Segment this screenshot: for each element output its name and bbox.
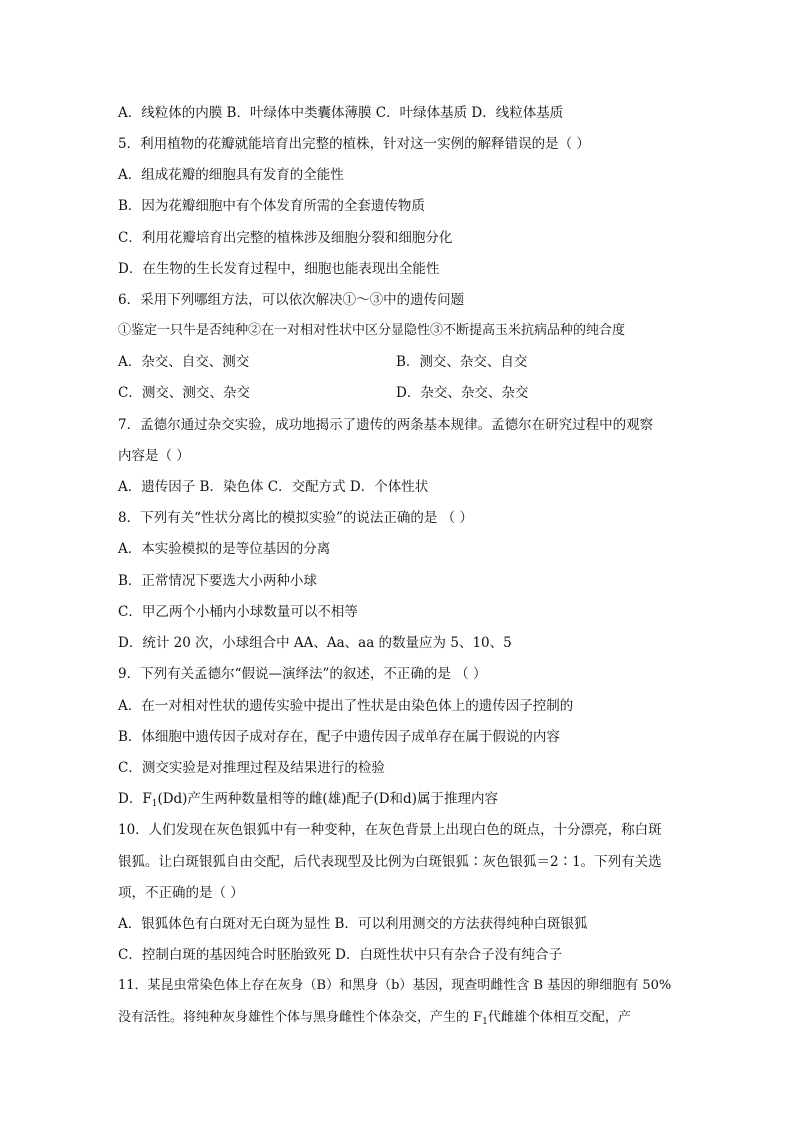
q8-option-d: D．统计 20 次，小球组合中 AA、Aa、aa 的数量应为 5、10、5 (118, 635, 512, 651)
q10-options-ab: A．银狐体色有白斑对无白斑为显性 B．可以利用测交的方法获得纯种白斑银狐 (118, 916, 588, 932)
q10-stem-line1: 10．人们发现在灰色银狐中有一种变种，在灰色背景上出现白色的斑点，十分漂亮，称白斑 (118, 822, 662, 838)
q8-option-b: B．正常情况下要选大小两种小球 (118, 573, 317, 589)
q5-option-a: A．组成花瓣的细胞具有发育的全能性 (118, 167, 344, 183)
q9-option-b: B．体细胞中遗传因子成对存在，配子中遗传因子成单存在属于假说的内容 (118, 729, 560, 745)
q6-items: ①鉴定一只牛是否纯种②在一对相对性状中区分显隐性③不断提高玉米抗病品种的纯合度 (118, 323, 626, 338)
q6-option-b: B．测交、杂交、自交 (396, 354, 528, 370)
q6-option-d: D．杂交、杂交、杂交 (396, 385, 529, 401)
q5-option-c: C．利用花瓣培育出完整的植株涉及细胞分裂和细胞分化 (118, 230, 453, 246)
q9-option-d (118, 790, 498, 813)
q10-options-cd: C．控制白斑的基因纯合时胚胎致死 D．白斑性状中只有杂合子没有纯合子 (118, 947, 562, 963)
q9-option-d-post: (Dd)产生两种数量相等的雌(雄)配子(D和d)属于推理内容 (157, 791, 498, 807)
q4-options: A．线粒体的内膜 B．叶绿体中类囊体薄膜 C．叶绿体基质 D．线粒体基质 (118, 105, 564, 121)
q8-option-a: A．本实验模拟的是等位基因的分离 (118, 541, 331, 557)
q6-stem: 6．采用下列哪组方法，可以依次解决①～③中的遗传问题 (118, 292, 465, 308)
q11-stem-line1: 11．某昆虫常染色体上存在灰身（B）和黑身（b）基因，现查明雌性含 B 基因的卵细胞有 50% (118, 978, 672, 993)
q7-options: A．遗传因子 B．染色体 C．交配方式 D．个体性状 (118, 479, 429, 495)
q9-option-c: C．测交实验是对推理过程及结果进行的检验 (118, 760, 385, 776)
q11-stem-line2-subscript: 1 (482, 1017, 488, 1027)
q5-stem: 5．利用植物的花瓣就能培育出完整的植株，针对这一实例的解释错误的是（ ） (118, 136, 590, 152)
q7-stem-line2: 内容是（ ） (118, 448, 190, 464)
q6-option-c: C．测交、测交、杂交 (118, 385, 250, 401)
q9-stem: 9．下列有关孟德尔“假说—演绎法”的叙述，不正确的是 （ ） (118, 666, 487, 682)
q11-stem-line2-pre: 没有活性。将纯种灰身雄性个体与黑身雌性个体杂交，产生的 F (118, 1010, 483, 1025)
q10-stem-line2: 银狐。让白斑银狐自由交配，后代表现型及比例为白斑银狐∶灰色银狐＝2∶1。下列有关选 (118, 854, 662, 870)
q5-option-b: B．因为花瓣细胞中有个体发育所需的全套遗传物质 (118, 198, 425, 214)
q10-stem-line3: 项，不正确的是（ ） (118, 885, 244, 901)
q6-option-a: A．杂交、自交、测交 (118, 354, 250, 370)
q9-option-d-subscript: 1 (151, 799, 158, 809)
q7-stem-line1: 7．孟德尔通过杂交实验，成功地揭示了遗传的两条基本规律。孟德尔在研究过程中的观察 (118, 417, 654, 433)
q9-option-d-pre: D．F (118, 791, 152, 807)
q11-stem-line2 (118, 1009, 631, 1031)
q11-stem-line2-post: 代雌雄个体相互交配，产 (487, 1010, 631, 1025)
q5-option-d: D．在生物的生长发育过程中，细胞也能表现出全能性 (118, 261, 440, 277)
q9-option-a: A．在一对相对性状的遗传实验中提出了性状是由染色体上的遗传因子控制的 (118, 698, 574, 714)
q8-option-c: C．甲乙两个小桶内小球数量可以不相等 (118, 604, 358, 620)
q8-stem: 8．下列有关“性状分离比的模拟实验”的说法正确的是 （ ） (118, 510, 473, 526)
